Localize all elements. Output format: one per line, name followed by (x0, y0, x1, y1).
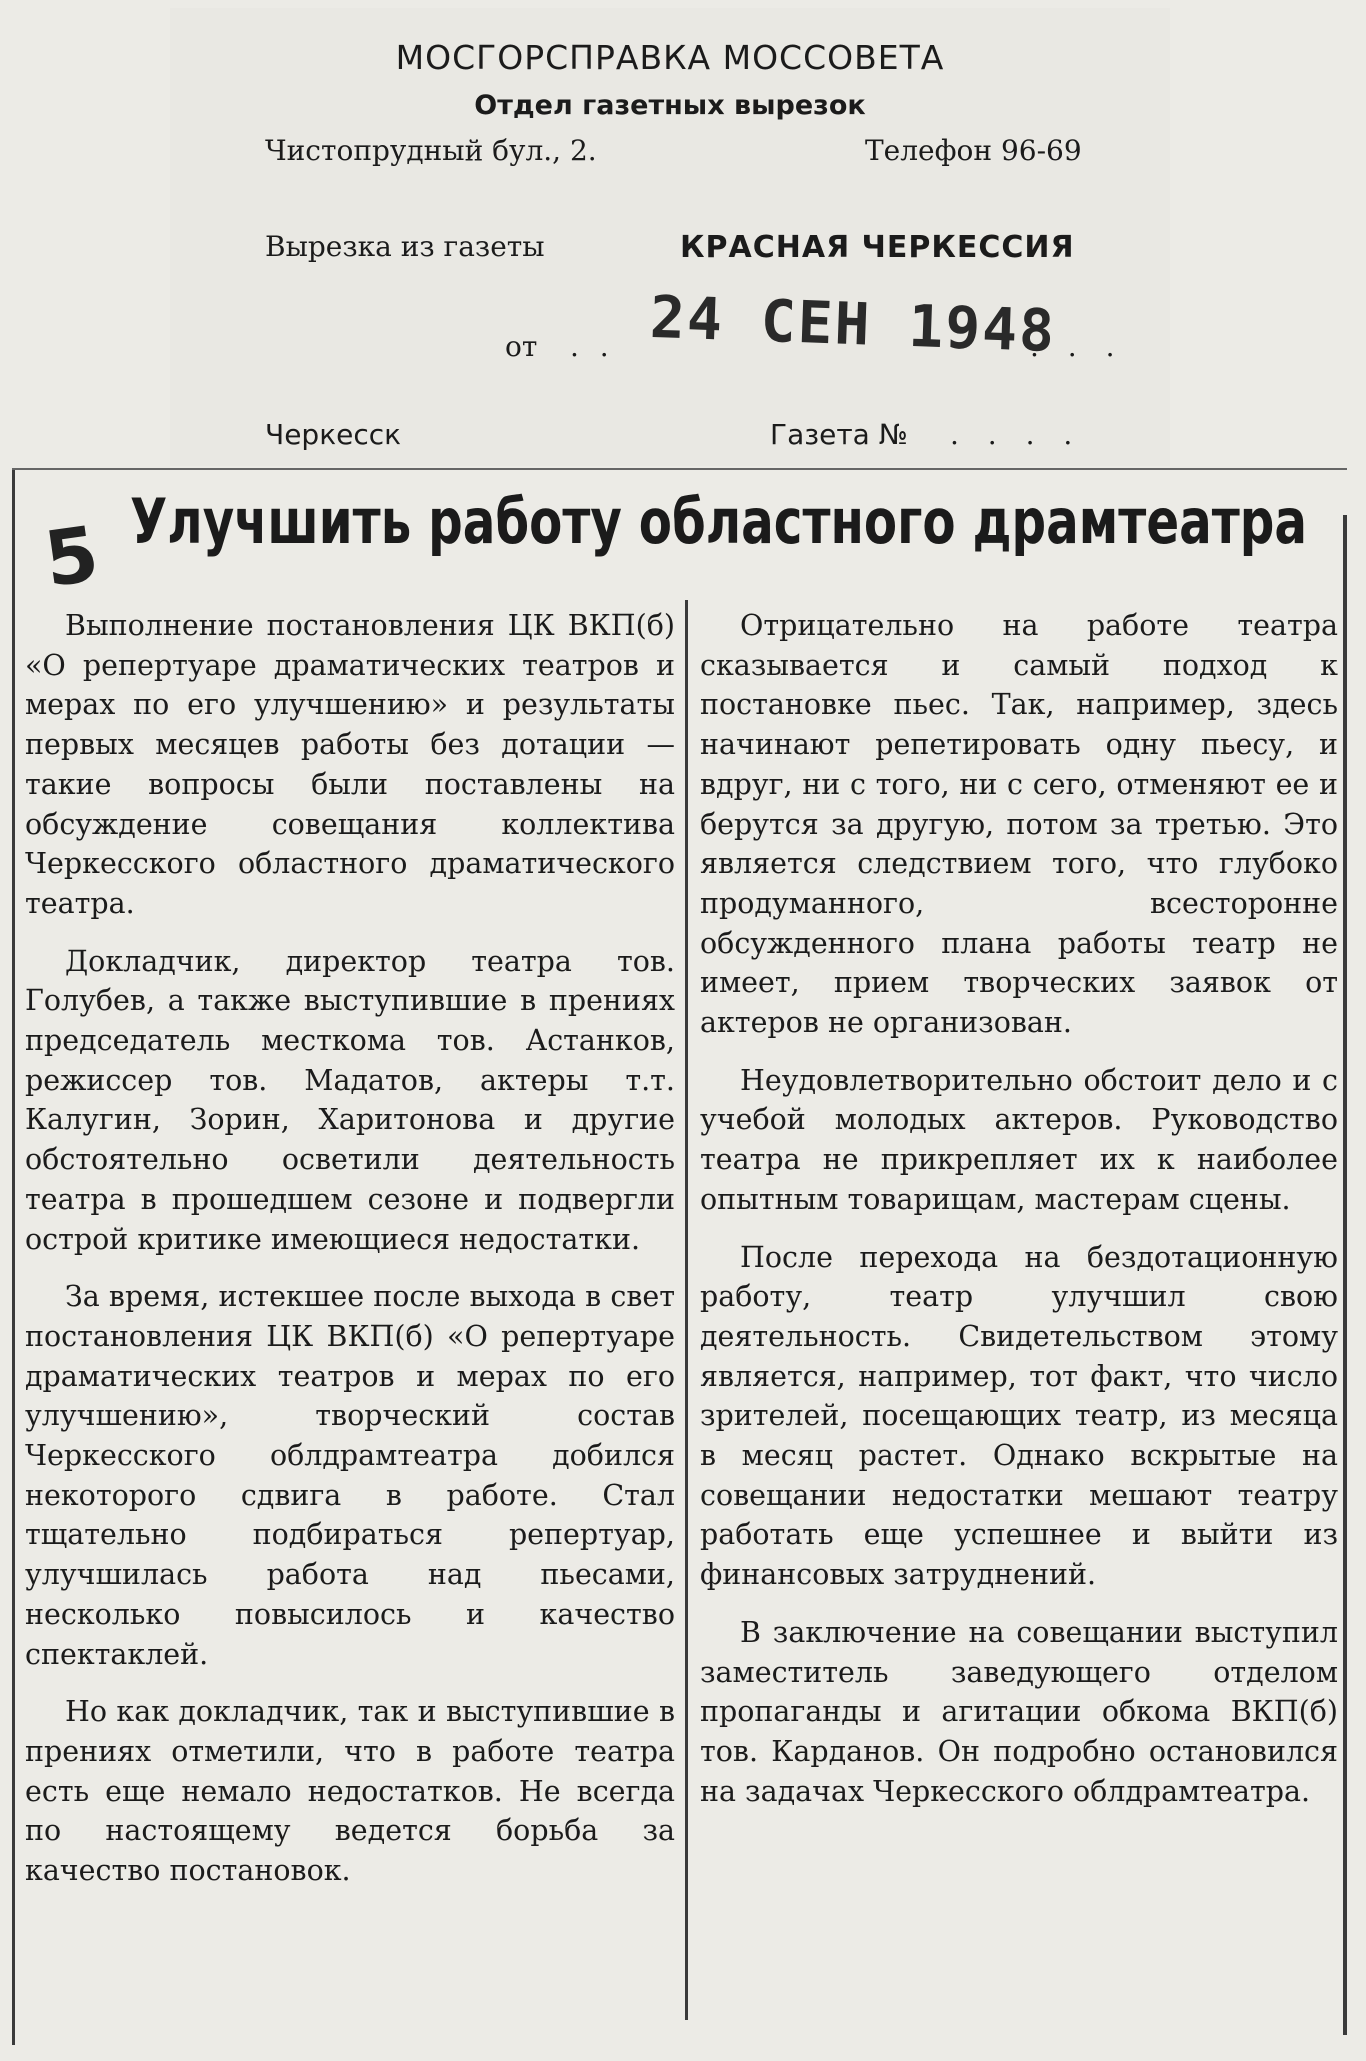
paragraph: Выполнение постановления ЦК ВКП(б) «О репертуаре драматических театров и мерах по его улучшению» и результаты первых месяцев работы без дотации — такие вопросы были поставлены на обсуждение совещания коллектива Черкесского областного драматического театра. (25, 609, 675, 920)
paragraph: За время, истекшее после выхода в свет постановления ЦК ВКП(б) «О репертуаре драматических театров и мерах по его улучшению», творческий состав Черкесского облдрамтеатра добился некоторого сдвига в работе. Стал тщательно подбираться репертуар, улучшилась работа над пьесами, несколько повысилось и качество спектаклей. (25, 1280, 675, 1671)
handwritten-page-number: 5 (39, 508, 104, 605)
paragraph: После перехода на бездотационную работу, театр улучшил свою деятельность. Свидетельством этому является, например, тот факт, что число зрителей, посещающих театр, из месяца в месяц растет. Однако вскрытые на совещании недостатки мешают театру работать еще успешнее и выйти из финансовых затруднений. (700, 1240, 1338, 1592)
bureau-phone: Телефон 96-69 (865, 134, 1082, 167)
city-name: Черкесск (265, 418, 402, 451)
article-column-right (700, 606, 1338, 1829)
center-column-rule (685, 600, 688, 2020)
department-name: Отдел газетных вырезок (474, 90, 866, 121)
issue-number-label: Газета № (770, 418, 908, 451)
clipping-top-edge (12, 468, 1347, 470)
dotted-leader: . . . . (950, 418, 1083, 451)
paragraph: Неудовлетворительно обстоит дело и с учебой молодых актеров. Руководство театра не прикрепляет их к наиболее опытным товарищам, мастерам сцены. (700, 1063, 1338, 1216)
date-stamp: 24 СЕН 1948 (648, 282, 1058, 366)
clip-label: Вырезка из газеты (265, 230, 545, 263)
paragraph: Отрицательно на работе театра сказывается и самый подход к постановке пьес. Так, например, здесь начинают репетировать одну пьесу, и вдруг, ни с того, ни с сего, отменяют ее и берутся за другую, потом за третью. Это является следствием того, что глубоко продуманного, всесторонне обсужденного плана работы театр не имеет, прием творческих заявок от актеров не организован. (700, 609, 1338, 1040)
article-headline: Улучшить работу областного драмтеатра (130, 485, 1308, 558)
bureau-address: Чистопрудный бул., 2. (265, 134, 597, 167)
paragraph: Но как докладчик, так и выступившие в прениях отметили, что в работе театра есть еще немало недостатков. Не всегда по настоящему ведется борьба за качество постановок. (25, 1695, 675, 1888)
dotted-leader: . . (570, 330, 615, 363)
paragraph: Докладчик, директор театра тов. Голубев, а также выступившие в прениях председатель месткома тов. Астанков, режиссер тов. Мадатов, актеры т.т. Калугин, Зорин, Харитонова и другие обстоятельно осветили деятельность театра в прошедшем сезоне и подвергли острой критике имеющиеся недостатки. (25, 944, 675, 1256)
newspaper-name: КРАСНАЯ ЧЕРКЕССИЯ (680, 230, 1075, 265)
bureau-name: МОСГОРСПРАВКА МОССОВЕТА (395, 38, 945, 77)
right-column-rule (1343, 515, 1347, 2035)
clipping-bureau-stamp (170, 8, 1170, 466)
dotted-leader: . . . (1030, 330, 1125, 363)
date-from-label: от (505, 330, 538, 363)
article-column-left (25, 606, 675, 1909)
paragraph: В заключение на совещании выступил заместитель заведующего отделом пропаганды и агитации обкома ВКП(б) тов. Карданов. Он подробно остановился на задачах Черкесского облдрамтеатра. (700, 1615, 1338, 1808)
left-column-rule (12, 470, 15, 2045)
